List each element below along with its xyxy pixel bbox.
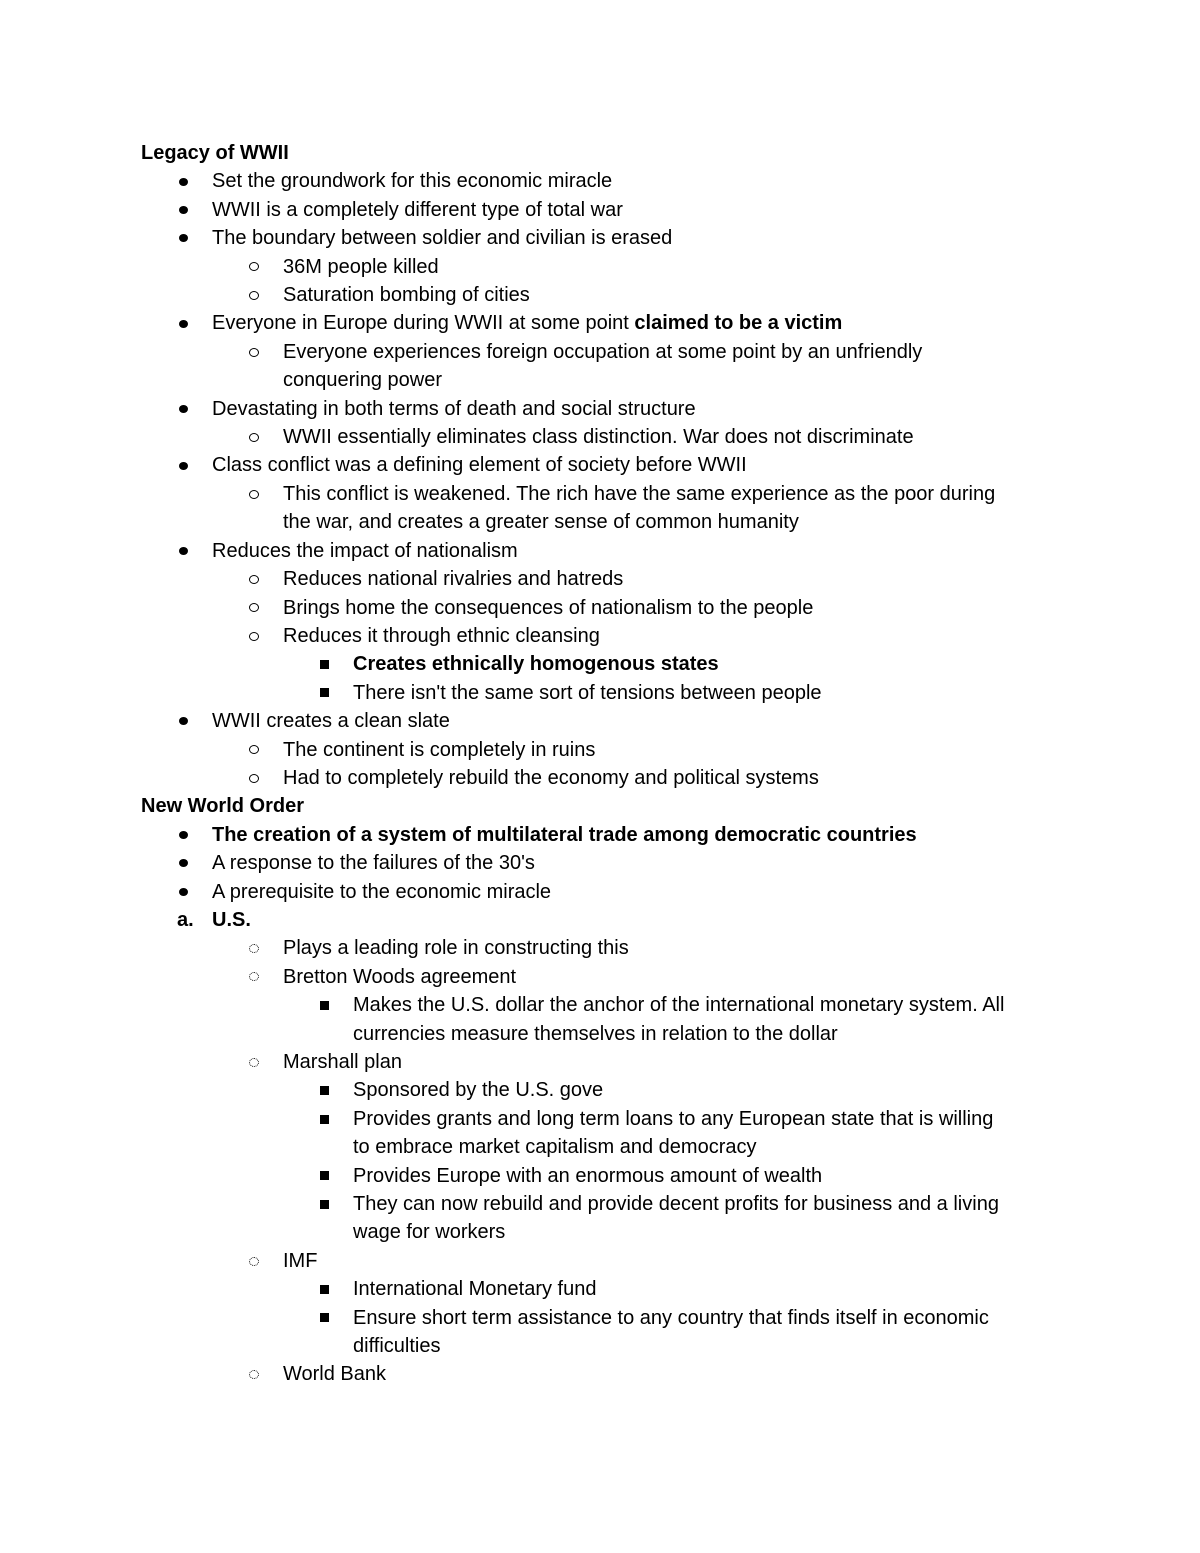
- list-item-continuation: [141, 508, 1081, 536]
- list-item-text: Devastating in both terms of death and social structure: [212, 397, 696, 420]
- bullet-disc-icon: [175, 537, 191, 565]
- list-item-text: Saturation bombing of cities: [283, 284, 530, 307]
- bullet-square-icon: [316, 1190, 332, 1218]
- bullet-circle-icon: [246, 253, 262, 281]
- bullet-dotted-circle-icon: [246, 934, 262, 962]
- bullet-dotted-circle-icon: [246, 1247, 262, 1275]
- bullet-circle-icon: [246, 565, 262, 593]
- list-item: [141, 1360, 1081, 1388]
- list-item-text: International Monetary fund: [353, 1278, 597, 1301]
- bullet-square-icon: [316, 650, 332, 678]
- list-item-text: They can now rebuild and provide decent profits for business and a living: [353, 1193, 999, 1216]
- list-item-emphasis: claimed to be a victim: [634, 312, 843, 335]
- list-item: [141, 622, 1081, 650]
- list-item: [141, 224, 1081, 252]
- list-item: [141, 679, 1081, 707]
- list-item-text: Reduces it through ethnic cleansing: [283, 624, 600, 647]
- list-item-text: The boundary between soldier and civilian is erased: [212, 227, 673, 250]
- list-item: [141, 1304, 1081, 1332]
- list-item-text: Everyone in Europe during WWII at some point: [212, 312, 635, 335]
- list-item: [141, 253, 1081, 281]
- list-item: [141, 281, 1081, 309]
- list-item: [141, 849, 1081, 877]
- list-item-text: to embrace market capitalism and democracy: [353, 1136, 757, 1159]
- bullet-circle-icon: [246, 281, 262, 309]
- list-item: [141, 1076, 1081, 1104]
- bullet-disc-icon: [175, 167, 191, 195]
- list-letter: a.: [177, 908, 194, 931]
- bullet-square-icon: [316, 1105, 332, 1133]
- list-item-continuation: [141, 1020, 1081, 1048]
- list-item-text: currencies measure themselves in relation to the dollar: [353, 1022, 838, 1045]
- list-item-continuation: [141, 1218, 1081, 1246]
- list-item-text: Reduces national rivalries and hatreds: [283, 568, 624, 591]
- list-item-text: A prerequisite to the economic miracle: [212, 880, 552, 903]
- bullet-circle-icon: [246, 480, 262, 508]
- list-item: [141, 736, 1081, 764]
- list-item: [141, 707, 1081, 735]
- list-item: [141, 764, 1081, 792]
- bullet-disc-icon: [175, 878, 191, 906]
- bullet-disc-icon: [175, 395, 191, 423]
- list-item: [141, 395, 1081, 423]
- list-item-text: The continent is completely in ruins: [283, 738, 596, 761]
- list-item: [141, 1162, 1081, 1190]
- bullet-circle-icon: [246, 764, 262, 792]
- list-item: [141, 167, 1081, 195]
- list-item-text: conquering power: [283, 369, 442, 392]
- list-item-text: This conflict is weakened. The rich have the same experience as the poor during: [283, 482, 996, 505]
- bullet-dotted-circle-icon: [246, 1048, 262, 1076]
- bullet-circle-icon: [246, 622, 262, 650]
- list-item: [141, 480, 1081, 508]
- list-item: [141, 1048, 1081, 1076]
- list-item-text: WWII essentially eliminates class distinction. War does not discriminate: [283, 426, 914, 449]
- list-item-text: WWII creates a clean slate: [212, 710, 450, 733]
- list-item-text: Bretton Woods agreement: [283, 965, 517, 988]
- bullet-dotted-circle-icon: [246, 1360, 262, 1388]
- list-item: [141, 537, 1081, 565]
- bullet-dotted-circle-icon: [246, 963, 262, 991]
- list-item: [141, 594, 1081, 622]
- bullet-circle-icon: [246, 594, 262, 622]
- list-item: [141, 991, 1081, 1019]
- list-item: [141, 196, 1081, 224]
- list-item-text: There isn't the same sort of tensions between people: [353, 681, 822, 704]
- bullet-square-icon: [316, 1275, 332, 1303]
- bullet-square-icon: [316, 1162, 332, 1190]
- notes-content: [141, 139, 1081, 1389]
- list-item-text: The creation of a system of multilateral trade among democratic countries: [212, 823, 917, 846]
- bullet-disc-icon: [175, 196, 191, 224]
- list-item-text: IMF: [283, 1249, 318, 1272]
- list-item-text: Provides grants and long term loans to any European state that is willing: [353, 1107, 994, 1130]
- list-item-text: U.S.: [212, 908, 251, 931]
- list-item: [141, 309, 1081, 337]
- bullet-disc-icon: [175, 707, 191, 735]
- bullet-circle-icon: [246, 423, 262, 451]
- list-item: [141, 565, 1081, 593]
- section-title-legacy: Legacy of WWII: [141, 142, 289, 164]
- list-item-text: World Bank: [283, 1363, 387, 1386]
- list-item-continuation: [141, 1133, 1081, 1161]
- bullet-square-icon: [316, 1076, 332, 1104]
- list-item-continuation: [141, 366, 1081, 394]
- list-item: [141, 1190, 1081, 1218]
- list-item-text: Reduces the impact of nationalism: [212, 539, 518, 562]
- list-item: [141, 1105, 1081, 1133]
- list-item-text: Everyone experiences foreign occupation at some point by an unfriendly: [283, 340, 923, 363]
- list-item: [141, 451, 1081, 479]
- list-item: [141, 1275, 1081, 1303]
- list-item: [141, 338, 1081, 366]
- list-item-text: Class conflict was a defining element of society before WWII: [212, 454, 747, 477]
- bullet-disc-icon: [175, 451, 191, 479]
- list-item-text: Plays a leading role in constructing this: [283, 937, 629, 960]
- list-item-text: Creates ethnically homogenous states: [353, 653, 719, 676]
- list-item-text: the war, and creates a greater sense of common humanity: [283, 511, 799, 534]
- bullet-square-icon: [316, 991, 332, 1019]
- bullet-circle-icon: [246, 338, 262, 366]
- list-item: [141, 878, 1081, 906]
- list-item: [141, 906, 1081, 934]
- section-title-new-world-order: New World Order: [141, 795, 304, 818]
- bullet-square-icon: [316, 1304, 332, 1332]
- bullet-circle-icon: [246, 736, 262, 764]
- list-item-text: WWII is a completely different type of total war: [212, 198, 623, 221]
- list-item-text: Ensure short term assistance to any country that finds itself in economic: [353, 1306, 989, 1329]
- list-item-text: wage for workers: [353, 1221, 506, 1244]
- list-item-text: Provides Europe with an enormous amount of wealth: [353, 1164, 823, 1187]
- list-item-text: Sponsored by the U.S. gove: [353, 1079, 604, 1102]
- list-item-text: A response to the failures of the 30's: [212, 852, 535, 875]
- list-item-text: 36M people killed: [283, 255, 439, 278]
- list-item-text: Set the groundwork for this economic miracle: [212, 170, 613, 193]
- bullet-disc-icon: [175, 309, 191, 337]
- bullet-disc-icon: [175, 821, 191, 849]
- list-item-text: Marshall plan: [283, 1051, 402, 1073]
- list-item-text: Makes the U.S. dollar the anchor of the international monetary system. All: [353, 994, 1005, 1017]
- list-item-continuation: [141, 1332, 1081, 1360]
- list-item: [141, 963, 1081, 991]
- list-item: [141, 423, 1081, 451]
- list-item-text: Brings home the consequences of nationalism to the people: [283, 596, 814, 619]
- bullet-disc-icon: [175, 224, 191, 252]
- list-item: [141, 650, 1081, 678]
- bullet-disc-icon: [175, 849, 191, 877]
- list-item-text: Had to completely rebuild the economy and political systems: [283, 766, 819, 789]
- list-item: [141, 821, 1081, 849]
- bullet-square-icon: [316, 679, 332, 707]
- list-item: [141, 934, 1081, 962]
- list-item: [141, 1247, 1081, 1275]
- list-item-text: difficulties: [353, 1335, 441, 1358]
